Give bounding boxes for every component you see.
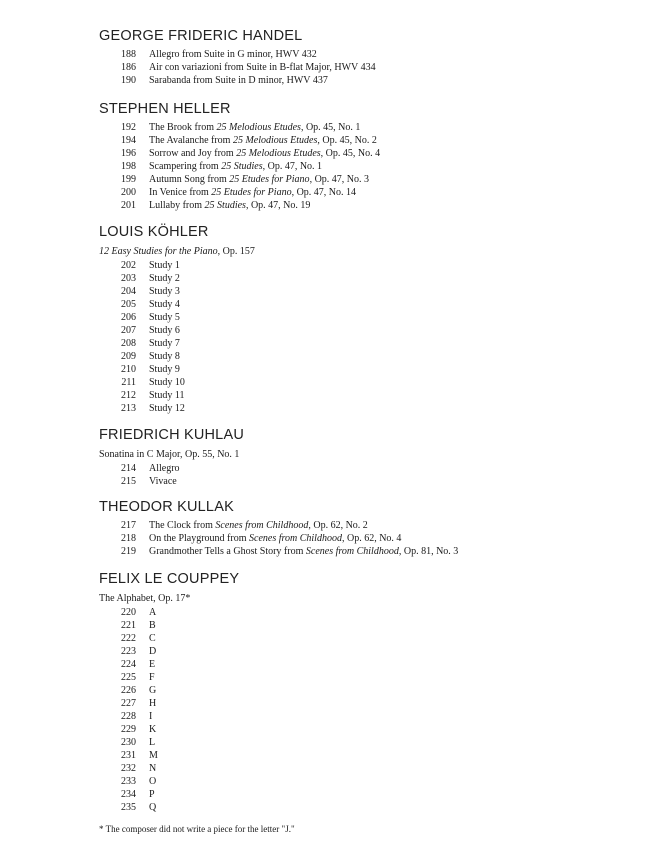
piece-title xyxy=(149,389,184,402)
text-run: , Op. 45, No. 4 xyxy=(320,148,381,159)
footnote: * The composer did not write a piece for the letter "J." xyxy=(99,824,295,834)
page-number: 226 xyxy=(121,685,136,696)
piece-title xyxy=(149,160,322,173)
text-run: Allegro xyxy=(149,463,180,474)
text-run: The Alphabet, Op. 17* xyxy=(99,593,191,604)
text-run: The Clock from xyxy=(149,520,216,531)
text-run: I xyxy=(149,711,153,722)
text-run: Study 11 xyxy=(149,390,185,401)
italic-title-text: Scenes from Childhood xyxy=(215,520,309,531)
page-number: 207 xyxy=(121,325,136,336)
text-run: P xyxy=(149,789,155,800)
page-number: 233 xyxy=(121,776,136,787)
piece-title xyxy=(149,134,377,147)
page-number: 199 xyxy=(121,174,136,185)
piece-title xyxy=(149,186,356,199)
page-number: 214 xyxy=(121,463,136,474)
page-number: 205 xyxy=(121,299,136,310)
piece-title xyxy=(149,324,180,337)
piece-title xyxy=(149,645,156,658)
piece-title xyxy=(149,775,156,788)
text-run: Study 5 xyxy=(149,312,180,323)
piece-title xyxy=(149,376,185,389)
page-number: 188 xyxy=(121,49,136,60)
page-number: 198 xyxy=(121,161,136,172)
text-run: , Op. 47, No. 14 xyxy=(291,187,357,198)
text-run: N xyxy=(149,763,157,774)
text-run: Sonatina in C Major, Op. 55, No. 1 xyxy=(99,449,240,460)
text-run: M xyxy=(149,750,158,761)
text-run: Study 1 xyxy=(149,260,180,271)
text-run: Study 3 xyxy=(149,286,180,297)
text-run: E xyxy=(149,659,156,670)
text-run: K xyxy=(149,724,157,735)
text-run: Study 8 xyxy=(149,351,180,362)
page-number: 231 xyxy=(121,750,136,761)
page-number: 192 xyxy=(121,122,136,133)
page-number: 190 xyxy=(121,75,136,86)
piece-title xyxy=(149,173,369,186)
composer-heading: LOUIS KÖHLER xyxy=(99,224,209,240)
text-run: Study 10 xyxy=(149,377,185,388)
page-number: 224 xyxy=(121,659,136,670)
page-number: 223 xyxy=(121,646,136,657)
text-run: , Op. 47, No. 3 xyxy=(309,174,370,185)
piece-title xyxy=(149,619,156,632)
page-number: 209 xyxy=(121,351,136,362)
piece-title xyxy=(149,402,185,415)
page-number: 229 xyxy=(121,724,136,735)
piece-title xyxy=(149,147,380,160)
page-number: 210 xyxy=(121,364,136,375)
page-number: 217 xyxy=(121,520,136,531)
italic-title-text: Scenes from Childhood xyxy=(249,533,342,544)
collection-subtitle xyxy=(99,449,239,460)
page-number: 201 xyxy=(121,200,136,211)
page-number: 204 xyxy=(121,286,136,297)
text-run: In Venice from xyxy=(149,187,212,198)
piece-title xyxy=(149,545,458,558)
text-run: , Op. 47, No. 1 xyxy=(262,161,323,172)
page-number: 225 xyxy=(121,672,136,683)
italic-title-text: Scenes from Childhood xyxy=(305,546,399,557)
piece-title xyxy=(149,285,180,298)
piece-title xyxy=(149,632,156,645)
text-run: , Op. 62, No. 4 xyxy=(341,533,402,544)
piece-title xyxy=(149,259,180,272)
text-run: , Op. 81, No. 3 xyxy=(398,546,459,557)
page-number: 235 xyxy=(121,802,136,813)
composer-heading: STEPHEN HELLER xyxy=(99,101,231,117)
text-run: Autumn Song from xyxy=(149,174,230,185)
page-number: 202 xyxy=(121,260,136,271)
text-run: Sarabanda from Suite in D minor, HWV 437 xyxy=(149,75,328,86)
piece-title xyxy=(149,475,177,488)
composer-heading: FELIX LE COUPPEY xyxy=(99,571,240,587)
text-run: B xyxy=(149,620,156,631)
text-run: Study 4 xyxy=(149,299,180,310)
piece-title xyxy=(149,48,317,61)
piece-title xyxy=(149,337,180,350)
italic-title-text: 25 Melodious Etudes xyxy=(232,135,318,146)
text-run: A xyxy=(149,607,157,618)
piece-title xyxy=(149,199,310,212)
piece-title xyxy=(149,723,156,736)
text-run: The Brook from xyxy=(149,122,217,133)
piece-title xyxy=(149,606,156,619)
piece-title xyxy=(149,788,155,801)
italic-title-text: 25 Melodious Etudes xyxy=(236,148,321,159)
text-run: Study 9 xyxy=(149,364,180,375)
italic-title-text: 25 Studies xyxy=(204,200,246,211)
text-run: G xyxy=(149,685,157,696)
page-number: 218 xyxy=(121,533,136,544)
page-number: 215 xyxy=(121,476,136,487)
piece-title xyxy=(149,684,156,697)
text-run: F xyxy=(149,672,155,683)
collection-subtitle xyxy=(99,246,255,257)
piece-title xyxy=(149,61,376,74)
text-run: , Op. 47, No. 19 xyxy=(245,200,311,211)
italic-title-text: 25 Etudes for Piano xyxy=(229,174,310,185)
piece-title xyxy=(149,363,180,376)
piece-title xyxy=(149,298,180,311)
piece-title xyxy=(149,532,401,545)
page-number: 219 xyxy=(121,546,136,557)
composer-heading: FRIEDRICH KUHLAU xyxy=(99,427,244,443)
piece-title xyxy=(149,350,180,363)
text-run: , Op. 45, No. 2 xyxy=(317,135,377,146)
page-number: 222 xyxy=(121,633,136,644)
page-number: 208 xyxy=(121,338,136,349)
page-number: 203 xyxy=(121,273,136,284)
page-number: 211 xyxy=(121,377,136,388)
piece-title xyxy=(149,272,180,285)
text-run: Study 12 xyxy=(149,403,185,414)
text-run: , Op. 157 xyxy=(217,246,255,257)
italic-title-text: 25 Etudes for Piano xyxy=(211,187,292,198)
italic-title-text: 25 Studies xyxy=(221,161,263,172)
page-number: 206 xyxy=(121,312,136,323)
piece-title xyxy=(149,762,156,775)
text-run: , Op. 45, No. 1 xyxy=(300,122,361,133)
text-run: O xyxy=(149,776,157,787)
italic-title-text: 25 Melodious Etudes xyxy=(216,122,301,133)
composer-heading: THEODOR KULLAK xyxy=(99,499,234,515)
page-number: 221 xyxy=(121,620,136,631)
piece-title xyxy=(149,671,155,684)
text-run: Grandmother Tells a Ghost Story from xyxy=(149,546,306,557)
piece-title xyxy=(149,710,152,723)
page-number: 186 xyxy=(121,62,136,73)
page-number: 228 xyxy=(121,711,136,722)
text-run: L xyxy=(149,737,156,748)
text-run: Scampering from xyxy=(149,161,222,172)
page-number: 212 xyxy=(121,390,136,401)
piece-title xyxy=(149,121,360,134)
piece-title xyxy=(149,801,156,814)
piece-title xyxy=(149,736,155,749)
italic-title-text: 12 Easy Studies for the Piano xyxy=(99,246,218,257)
page-number: 227 xyxy=(121,698,136,709)
text-run: Sorrow and Joy from xyxy=(149,148,237,159)
piece-title xyxy=(149,311,180,324)
text-run: D xyxy=(149,646,157,657)
piece-title xyxy=(149,697,156,710)
piece-title xyxy=(149,658,155,671)
collection-subtitle xyxy=(99,593,190,604)
page-number: 213 xyxy=(121,403,136,414)
text-run: , Op. 62, No. 2 xyxy=(308,520,368,531)
text-run: H xyxy=(149,698,157,709)
text-run: Q xyxy=(149,802,157,813)
page-number: 230 xyxy=(121,737,136,748)
page-number: 200 xyxy=(121,187,136,198)
text-run: The Avalanche from xyxy=(149,135,233,146)
piece-title xyxy=(149,74,328,87)
page-number: 234 xyxy=(121,789,136,800)
text-run: Air con variazioni from Suite in B-flat Major, HWV 434 xyxy=(149,62,376,73)
text-run: On the Playground from xyxy=(149,533,249,544)
text-run: Allegro from Suite in G minor, HWV 432 xyxy=(149,49,317,60)
page-number: 220 xyxy=(121,607,136,618)
text-run: C xyxy=(149,633,156,644)
composer-heading: GEORGE FRIDERIC HANDEL xyxy=(99,28,303,44)
text-run: Study 2 xyxy=(149,273,180,284)
text-run: Vivace xyxy=(149,476,177,487)
page-number: 196 xyxy=(121,148,136,159)
page-number: 232 xyxy=(121,763,136,774)
text-run: Study 7 xyxy=(149,338,180,349)
text-run: Lullaby from xyxy=(149,200,205,211)
piece-title xyxy=(149,749,158,762)
page-number: 194 xyxy=(121,135,136,146)
piece-title xyxy=(149,519,368,532)
text-run: Study 6 xyxy=(149,325,180,336)
piece-title xyxy=(149,462,180,475)
